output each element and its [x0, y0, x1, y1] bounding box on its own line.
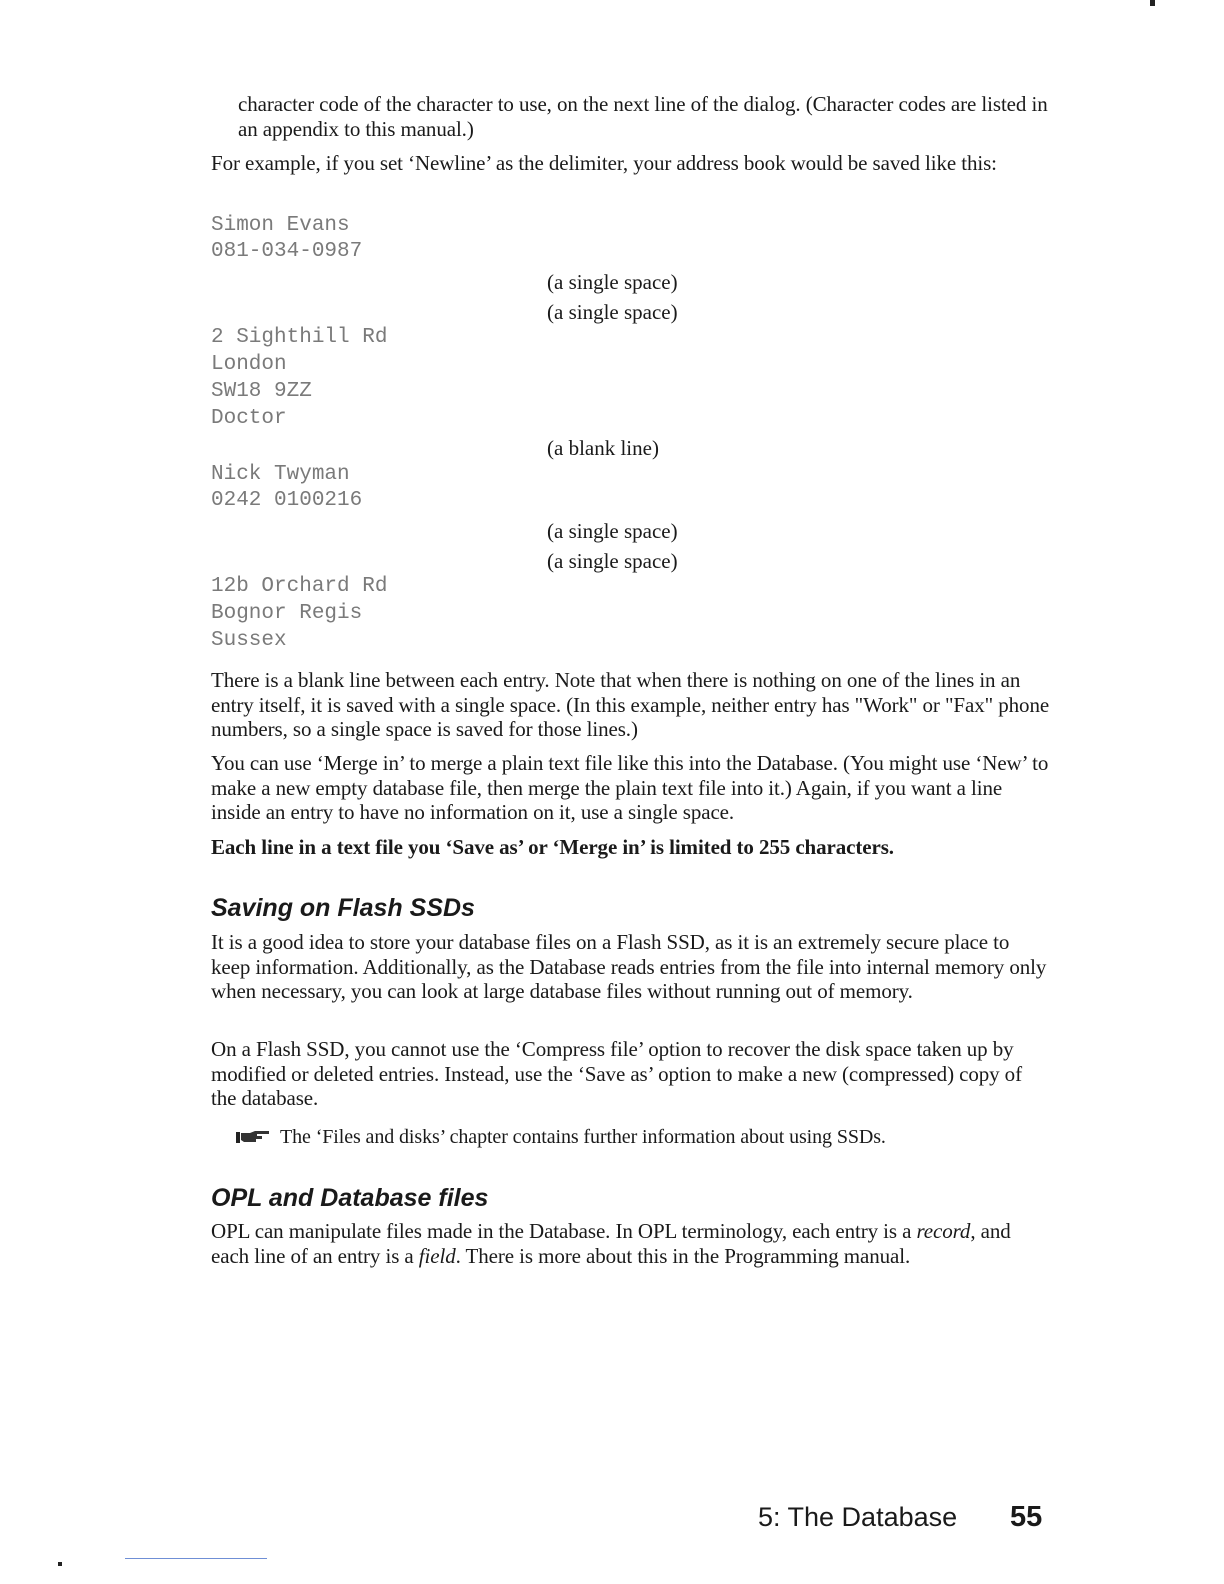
- example-line: SW18 9ZZ: [211, 380, 312, 403]
- example-line: 12b Orchard Rd: [211, 575, 388, 598]
- see-also-note: [236, 1125, 1076, 1150]
- flash-paragraph-2: On a Flash SSD, you cannot use the ‘Compress file’ option to recover the disk space taken up by modified or deleted entries. Instead, use the ‘Save as’ option to make a new (compressed) copy of the database.: [211, 1037, 1022, 1110]
- opl-text: OPL can manipulate files made in the Database. In OPL terminology, each entry is a: [211, 1219, 917, 1243]
- example-lead-paragraph: For example, if you set ‘Newline’ as the delimiter, your address book would be saved like this:: [211, 151, 997, 175]
- scan-speck: [58, 1562, 62, 1566]
- example-line: Doctor: [211, 407, 287, 430]
- example-note: (a single space): [547, 270, 678, 294]
- opl-paragraph: [211, 1219, 1051, 1268]
- opl-text: . There is more about this in the Programming manual.: [455, 1243, 911, 1268]
- flash-paragraph-1: It is a good idea to store your database files on a Flash SSD, as it is an extremely secure place to keep information. Additionally, as the Database reads entries from the file into internal memory only when necessary, you can look at large database files without running out of memory.: [211, 930, 1047, 1003]
- example-note: (a blank line): [547, 436, 659, 460]
- footer-chapter: 5: The Database: [758, 1502, 958, 1532]
- example-line: Nick Twyman: [211, 463, 350, 486]
- pointing-hand-icon: [236, 1130, 270, 1144]
- continued-paragraph: character code of the character to use, on the next line of the dialog. (Character codes are listed in an appendix to this manual.): [238, 92, 1048, 141]
- example-line: Bognor Regis: [211, 602, 363, 625]
- see-also-text: The ‘Files and disks’ chapter contains further information about using SSDs.: [280, 1126, 886, 1148]
- merge-paragraph: You can use ‘Merge in’ to merge a plain text file like this into the Database. (You might use ‘New’ to make a new empty database file, then merge the plain text file into it.) Again, if you want a line inside an entry to have no information on it, use a single space.: [211, 751, 1049, 824]
- blank-line-paragraph: There is a blank line between each entry. Note that when there is nothing on one of the lines in an entry itself, it is saved with a single space. (In this example, neither entry has "Work" or "Fax" phone numbers, so a single space is saved for those lines.): [211, 668, 1050, 741]
- opl-heading: OPL and Database files: [211, 1184, 489, 1212]
- example-line: 0242 0100216: [211, 489, 363, 512]
- example-note: (a single space): [547, 300, 678, 324]
- example-line: Simon Evans: [211, 214, 350, 237]
- term-field: field: [418, 1243, 456, 1268]
- scan-speck: [1150, 0, 1155, 6]
- example-line: Sussex: [211, 629, 287, 652]
- opl-text: , and each line of an entry is a: [211, 1219, 1011, 1268]
- limit-paragraph: Each line in a text file you ‘Save as’ or ‘Merge in’ is limited to 255 characters.: [211, 835, 894, 859]
- example-line: 081-034-0987: [211, 240, 363, 263]
- footer-page-number: 55: [1010, 1501, 1043, 1533]
- term-record: record: [916, 1219, 971, 1243]
- example-line: 2 Sighthill Rd: [211, 326, 388, 349]
- example-line: London: [211, 353, 287, 376]
- bottom-rule: [125, 1558, 267, 1559]
- example-note: (a single space): [547, 519, 678, 543]
- flash-ssd-heading: Saving on Flash SSDs: [211, 894, 475, 922]
- example-note: (a single space): [547, 549, 678, 573]
